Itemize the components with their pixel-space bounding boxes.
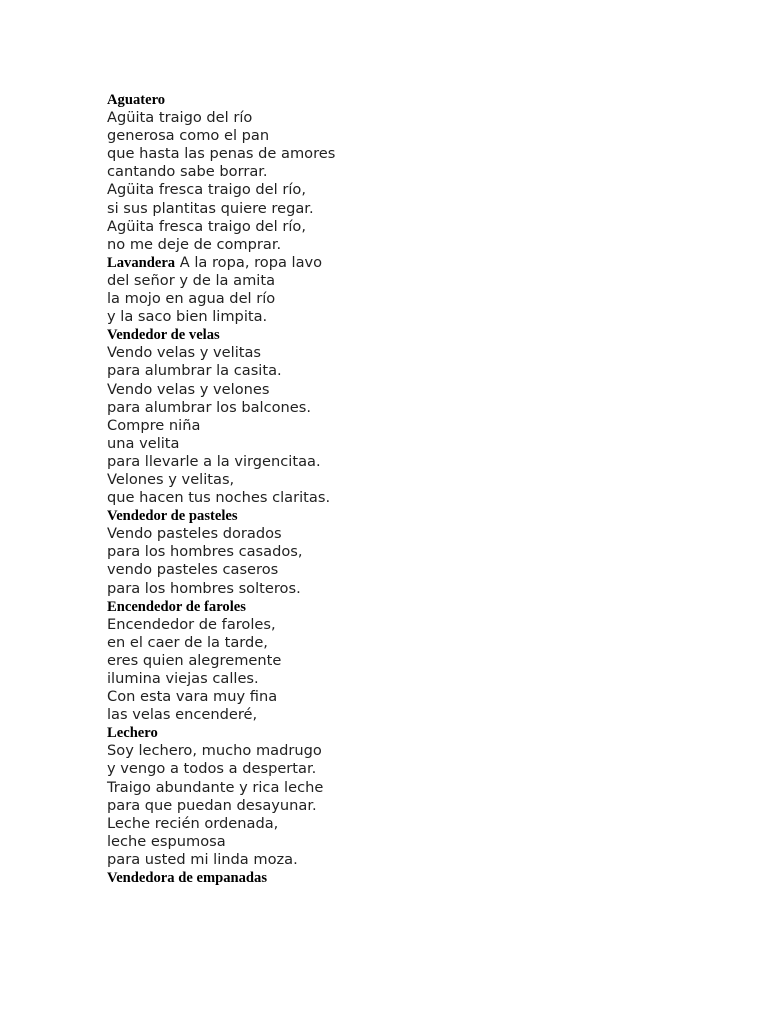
verse-line: que hasta las penas de amores: [107, 145, 336, 163]
verse-line: Agüita fresca traigo del río,: [107, 181, 306, 199]
verse-line: del señor y de la amita: [107, 271, 276, 289]
verse-line: para alumbrar la casita.: [107, 362, 282, 380]
poem-section: [107, 869, 727, 887]
verse-line: Vendo pasteles dorados: [107, 525, 282, 543]
section-heading-line: [107, 91, 727, 109]
verse-line: Vendo velas y velitas: [107, 344, 262, 362]
verse-line: una velita: [107, 434, 180, 452]
section-heading: Vendedor de velas: [107, 327, 220, 344]
verse-inline-text: A la ropa, ropa lavo: [175, 253, 323, 271]
section-heading: Encendedor de faroles: [107, 598, 246, 615]
section-heading-line: [107, 254, 727, 272]
verse-line: eres quien alegremente: [107, 651, 282, 669]
verse-line: y la saco bien limpita.: [107, 308, 268, 326]
verse-line: para llevarle a la virgencitaa.: [107, 452, 321, 470]
verse-line: y vengo a todos a despertar.: [107, 760, 317, 778]
verse-line: ilumina viejas calles.: [107, 670, 259, 687]
verse-line: vendo pasteles caseros: [107, 561, 279, 579]
verse-line: para los hombres solteros.: [107, 579, 301, 597]
poem-section: [107, 254, 727, 326]
section-heading: Vendedor de pasteles: [107, 508, 238, 525]
poem-section: [107, 326, 727, 507]
section-heading-line: [107, 507, 727, 525]
verse-line: las velas encenderé,: [107, 706, 258, 724]
verse-line: para alumbrar los balcones.: [107, 398, 312, 416]
verse-line: para los hombres casados,: [107, 543, 303, 561]
verse-line: cantando sabe borrar.: [107, 163, 268, 181]
section-heading: Aguatero: [107, 92, 166, 108]
verse-line: si sus plantitas quiere regar.: [107, 199, 314, 217]
poem-list: [107, 91, 727, 887]
verse-line: que hacen tus noches claritas.: [107, 489, 331, 507]
verse-line: Agüita traigo del río: [107, 109, 253, 127]
verse-line: generosa como el pan: [107, 127, 270, 145]
verse-line: la mojo en agua del río: [107, 290, 276, 308]
section-heading-line: [107, 598, 727, 616]
verse-line: no me deje de comprar.: [107, 235, 282, 253]
verse-line: Compre niña: [107, 416, 201, 434]
section-heading-line: [107, 869, 727, 887]
verse-line: Con esta vara muy fina: [107, 688, 278, 706]
verse-line: en el caer de la tarde,: [107, 633, 268, 651]
verse-line: Soy lechero, mucho madrugo: [107, 742, 322, 760]
verse-line: para que puedan desayunar.: [107, 796, 317, 814]
section-heading: Lavandera: [107, 254, 176, 271]
section-heading: Lechero: [107, 725, 158, 742]
verse-line: Vendo velas y velones: [107, 380, 270, 398]
section-heading-line: [107, 724, 727, 742]
verse-line: para usted mi linda moza.: [107, 850, 298, 868]
poem-section: [107, 507, 727, 597]
document-page: [107, 91, 727, 887]
verse-line: leche espumosa: [107, 832, 226, 850]
poem-section: [107, 598, 727, 725]
poem-section: [107, 724, 727, 869]
section-heading: Vendedora de empanadas: [107, 870, 268, 887]
verse-line: Encendedor de faroles,: [107, 615, 276, 633]
verse-line: Velones y velitas,: [107, 470, 235, 488]
verse-line: Agüita fresca traigo del río,: [107, 217, 306, 235]
verse-line: Leche recién ordenada,: [107, 814, 279, 832]
poem-section: [107, 91, 727, 254]
section-heading-line: [107, 326, 727, 344]
verse-line: Traigo abundante y rica leche: [107, 778, 324, 796]
